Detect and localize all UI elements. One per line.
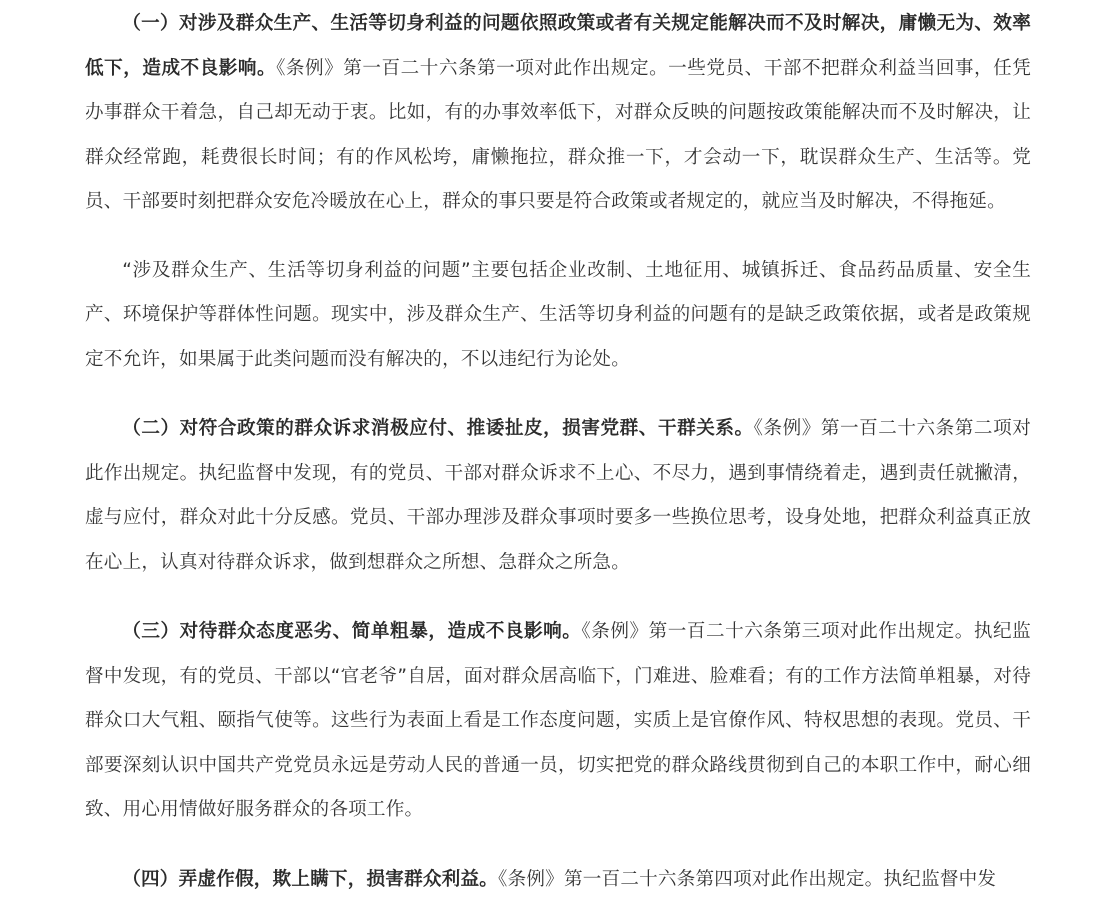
- paragraph-text: 《条例》第一百二十六条第四项对此作出规定。执纪监督中发: [498, 868, 997, 890]
- paragraph-item-4: [85, 858, 1031, 903]
- paragraph-item-1: [85, 2, 1031, 225]
- paragraph-text: 《条例》第一百二十六条第二项对此作出规定。执纪监督中发现，有的党员、干部对群众诉求不上心、不尽力，遇到事情绕着走，遇到责任就撇清，虚与应付，群众对此十分反感。党员、干部办理涉及群众事项时要多一些换位思考，设身处地，把群众利益真正放在心上，认真对待群众诉求，做到想群众之所想、急群众之所急。: [85, 418, 1031, 573]
- paragraph-text: 《条例》第一百二十六条第三项对此作出规定。执纪监督中发现，有的党员、干部以“官老爷”自居，面对群众居高临下，门难进、脸难看；有的工作方法简单粗暴，对待群众口大气粗、颐指气使等。这些行为表面上看是工作态度问题，实质上是官僚作风、特权思想的表现。党员、干部要深刻认识中国共产党党员永远是劳动人民的普通一员，切实把党的群众路线贯彻到自己的本职工作中，耐心细致、用心用情做好服务群众的各项工作。: [85, 621, 1031, 820]
- paragraph-item-3: [85, 610, 1031, 833]
- paragraph-explanation: [85, 249, 1031, 383]
- paragraph-heading: （三）对待群众态度恶劣、简单粗暴，造成不良影响。: [122, 621, 582, 642]
- paragraph-text: “涉及群众生产、生活等切身利益的问题”主要包括企业改制、土地征用、城镇拆迁、食品药品质量、安全生产、环境保护等群体性问题。现实中，涉及群众生产、生活等切身利益的问题有的是缺乏政策依据，或者是政策规定不允许，如果属于此类问题而没有解决的，不以违纪行为论处。: [85, 259, 1031, 370]
- paragraph-heading: （四）弄虚作假，欺上瞒下，损害群众利益。: [122, 868, 499, 890]
- paragraph-heading: （二）对符合政策的群众诉求消极应付、推诿扯皮，损害党群、干群关系。: [122, 418, 754, 439]
- paragraph-text: 《条例》第一百二十六条第一项对此作出规定。一些党员、干部不把群众利益当回事，任凭办事群众干着急，自己却无动于衷。比如，有的办事效率低下，对群众反映的问题按政策能解决而不及时解决，让群众经常跑，耗费很长时间；有的作风松垮，庸懒拖拉，群众推一下，才会动一下，耽误群众生产、生活等。党员、干部要时刻把群众安危冷暖放在心上，群众的事只要是符合政策或者规定的，就应当及时解决，不得拖延。: [85, 57, 1031, 212]
- paragraph-item-2: [85, 407, 1031, 585]
- paragraph-heading: （一）对涉及群众生产、生活等切身利益的问题依照政策或者有关规定能解决而不及时解决，庸懒无为、效率低下，造成不良影响。: [85, 13, 1031, 79]
- article-body: [85, 0, 1031, 902]
